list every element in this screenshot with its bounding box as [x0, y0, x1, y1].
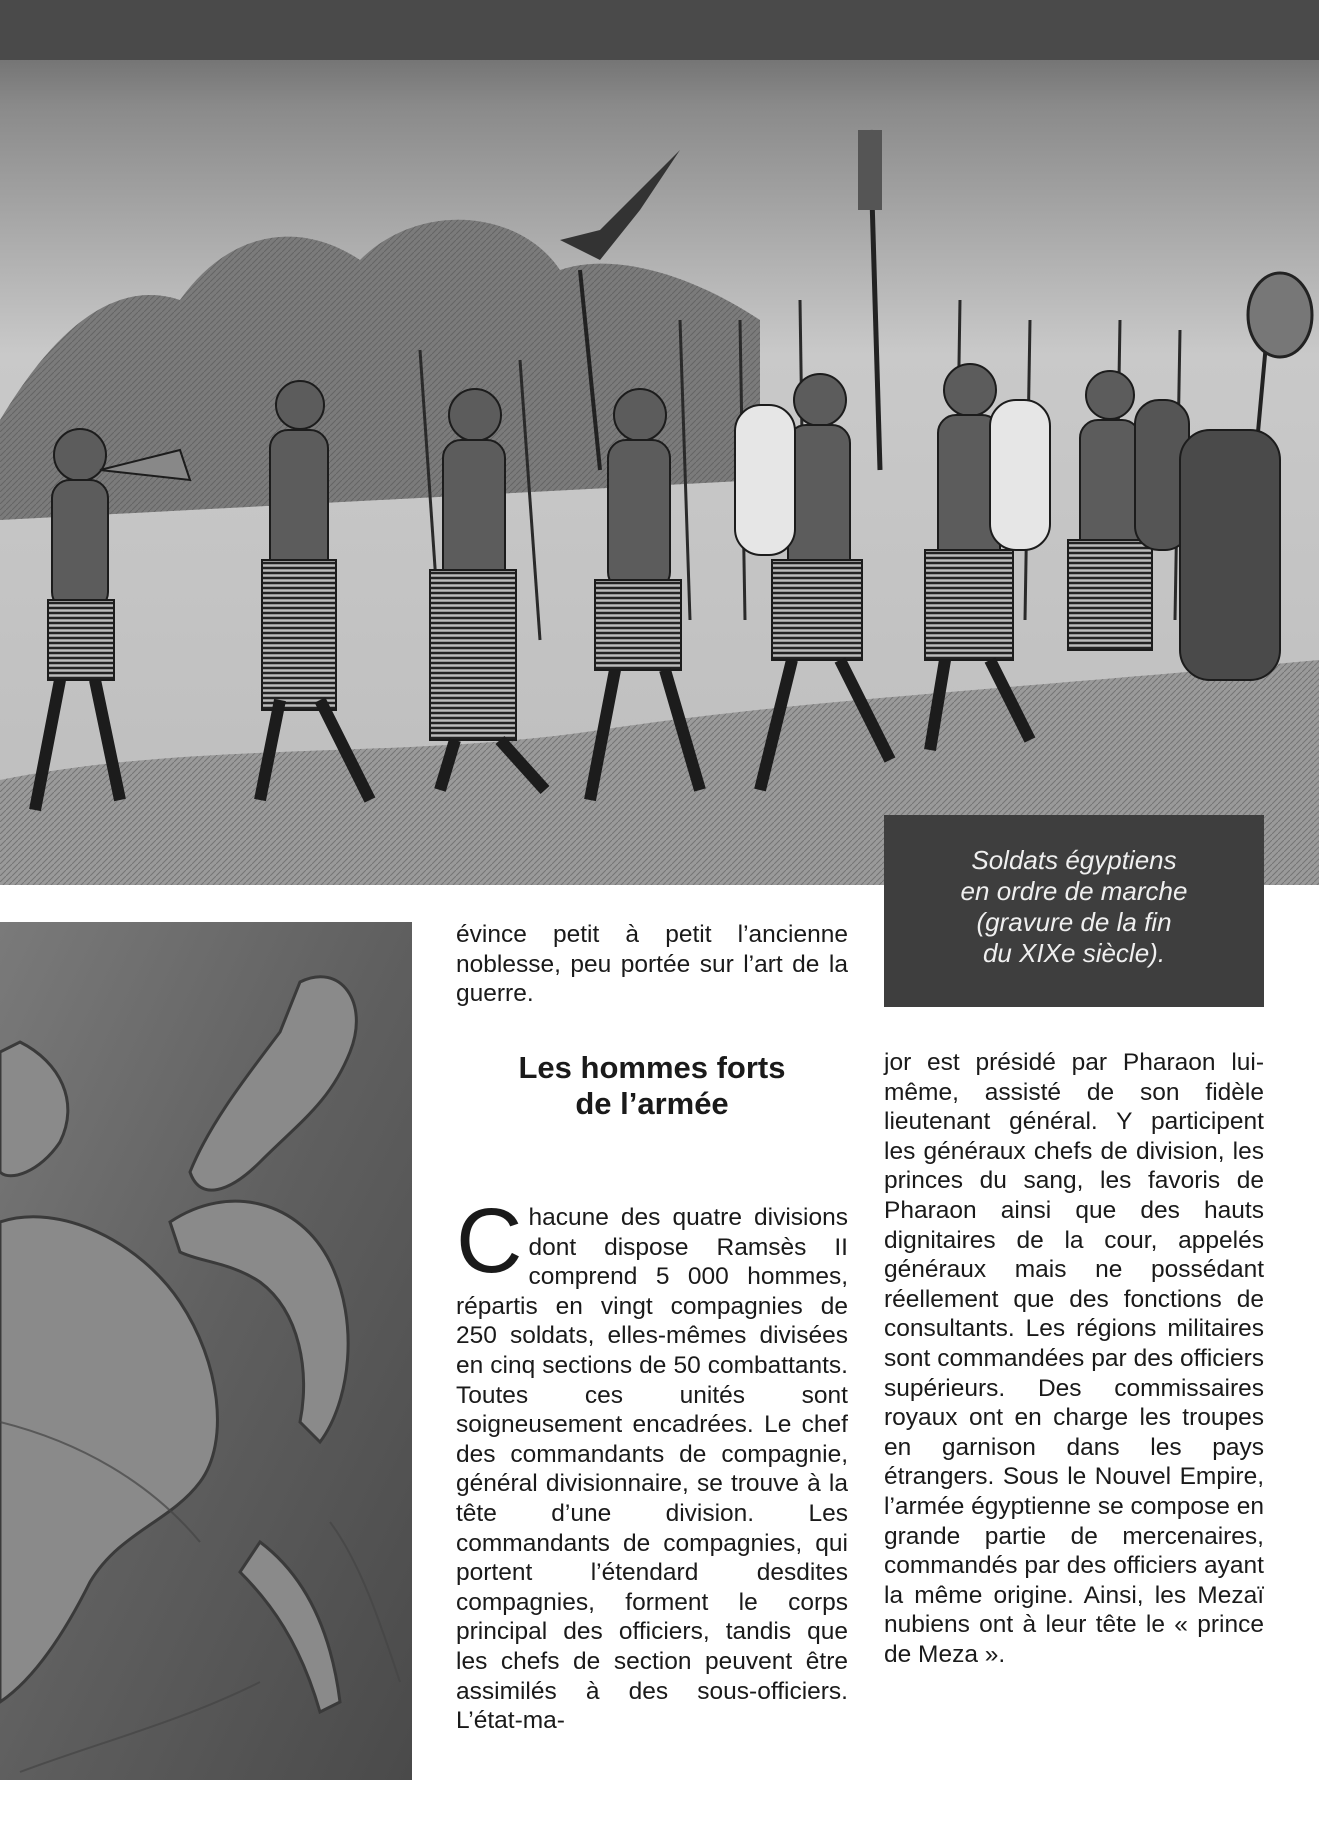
heading-line: Les hommes forts	[518, 1050, 786, 1085]
caption-line: (gravure de la fin	[976, 907, 1172, 937]
caption-line: Soldats égyptiens	[971, 845, 1177, 875]
body-paragraph: jor est présidé par Pharaon lui-même, assisté de son fidèle lieutenant général. Y participent les généraux chefs de division, les princes du sang, les favoris de Pharaon ainsi que des hauts dignitaires de la cour, appelés généraux mais ne possédant réellement que des fonctions de consultants. Les régions militaires sont commandées par des officiers supérieurs. Des commissaires royaux ont en charge les troupes en garnison dans les pays étrangers. Sous le Nouvel Empire, l’armée égyptienne se compose en grande partie de mercenaires, commandés par des officiers ayant la même origine. Ainsi, les Mezaï nubiens ont à leur tête le « prince de Meza ».	[884, 1049, 1264, 1668]
heading-line: de l’armée	[575, 1086, 729, 1121]
relief-drawing	[0, 922, 412, 1780]
caption-line: en ordre de marche	[960, 876, 1188, 906]
section-heading	[456, 1050, 848, 1122]
engraving-drawing	[0, 0, 1319, 885]
figure-caption	[884, 815, 1264, 1007]
intro-paragraph: évince petit à petit l’ancienne noblesse, peu portée sur l’art de la guerre.	[456, 921, 848, 1008]
body-paragraph	[456, 1190, 848, 1736]
caption-line: du XIXe siècle).	[982, 938, 1166, 968]
body-text: hacune des quatre divisions dont dispose Ramsès II comprend 5 000 hommes, répartis en vingt compagnies de 250 soldats, elles-mêmes divisées en cinq sections de 50 combattants. Toutes ces unités sont soigneusement encadrées. Le chef des commandants de compagnie, général divisionnaire, se trouve à la tête d’une division. Les commandants de compagnies, qui portent l’étendard desdites compagnies, forment le corps principal des officiers, tandis que les chefs de section peuvent être assimilés à des sous-officiers. L’état-ma-	[456, 1204, 848, 1735]
drop-cap: C	[456, 1190, 523, 1292]
engraving-illustration	[0, 0, 1319, 885]
relief-photo	[0, 922, 412, 1780]
intro-column	[456, 920, 848, 1009]
body-column-middle	[456, 1190, 848, 1736]
body-column-right	[884, 1048, 1264, 1669]
